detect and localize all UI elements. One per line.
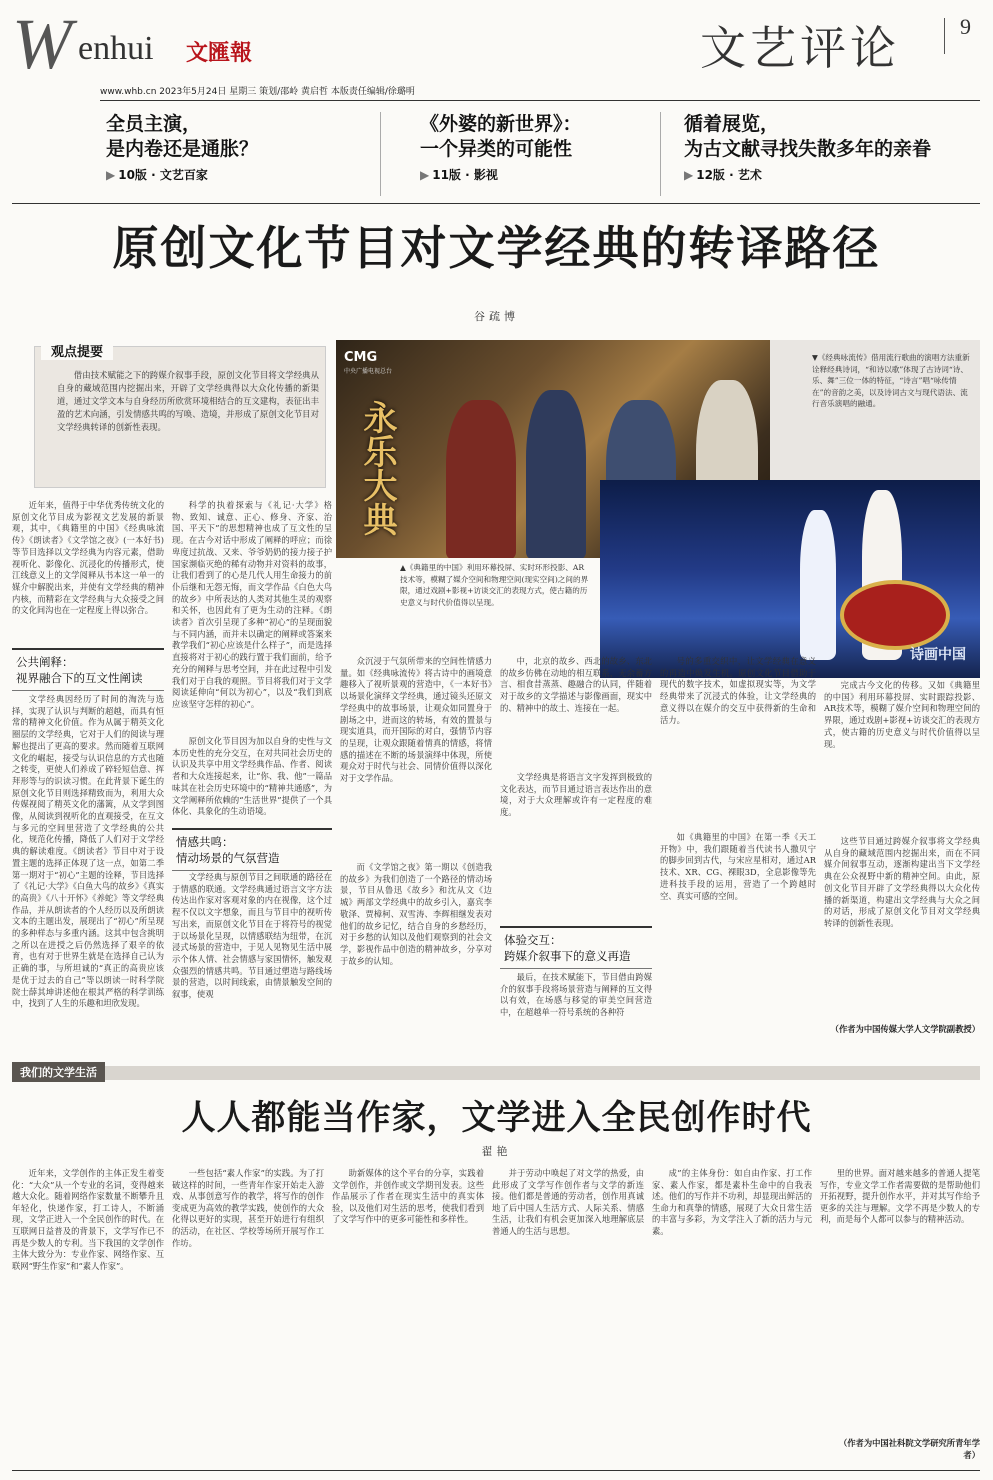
section-band: [12, 1066, 980, 1080]
column-text: 最后，在技术赋能下，节目借由跨媒介的叙事手段将场景营造与阐释的互文得以有效，在场感与移觉的审美空间营造中，在超越单一符号系统的各种符: [500, 972, 652, 1018]
page-separator: [944, 18, 945, 54]
teaser-title: 全员主演， 是内卷还是通胀？: [106, 113, 259, 160]
abstract-text: 借由技术赋能之下的跨媒介叙事手段，原创文化节目将文学经典从自身的藏域范围内挖掘出来，开辟了文学经典得以大众化传播的新渠道，通过文学文本与自身经历所欣赏环境相结合的互文建构，表征出丰盈的艺术向涵，引发情感共鸣的写唤、造境，并形成了原创文化节目对文学经典转译的创新性表现。: [57, 370, 319, 432]
calligraphy-title: 永乐大典: [357, 400, 397, 536]
author-note: （作者为中国社科院文学研究所青年学者）: [838, 1438, 980, 1460]
column-text: 助新媒体的这个平台的分享，实践着文学创作，并创作或文学期刊发表。这些作品展示了作者在现实生活中的真实体验，以及他们对生活的思考，使我们看到了文学写作中的更多可能性和多样性。: [332, 1168, 484, 1225]
author-note: （作者为中国传媒大学人文学院副教授）: [830, 1024, 980, 1034]
article-headline: 原创文化节目对文学经典的转译路径: [112, 221, 881, 275]
column-text: 文学经典因经历了时间的淘洗与选择，实现了认识与判断的超越，而具有恒常的精神文化价值。作为从属于精英文化圈层的文学经典，它对于人们的阅读与理解也提出了更高的要求。然而随着互联网文化的崛起，接受与认识信息的方式也随之转变，更使人们养成了碎轻短信意、挥拜形等与的识读习惯。在此背景下诞生的原创文化节目则选择精致而为，利用大众传媒视阅了精英文化的藩篱，从文学到图像，从阅读到视听化的直观接受，在互文与多元的空间里营造了文学经典的公共化，规范化传播，降低了人们对于文学经典的解读难度。《朗读者》节目中对于设置主题的选择正体现了这一点，如第二季第一期对于“初心”主题的诠释，节目选择了《礼记·大学》《白鱼大鸟的故乡》《真实的高贵》《八十开怀》《养蛇》等文学经典作品，并从朗读者的个人经历以及所朗读文本的主题出发，展现出了“初心”所呈现的多种样态与多重内涵。这其中包含挑明之所以在进授之后仍然选择了艰辛的依育，也有对于世界生就是在选择自己认为正确的事，与所坦诚的“真正的高贵应该是优于过去的自己”等以朗读一时科学院院士薛其坤讲述他在根其严格的科学训练中，找到了人生的乐趣和坦欣发现。: [12, 694, 164, 1009]
photo-stage: [600, 480, 980, 678]
teaser-page: ▶ 10版 · 文艺百家: [106, 168, 208, 182]
divider: [12, 203, 980, 204]
divider: [12, 1470, 980, 1471]
triangle-icon: ▶: [420, 168, 430, 182]
column-text: 文学经典与原创节目之间联通的路径在于情感的联通。文学经典通过语言文字方法传达出作家对客观对象的内在视像，这个过程不仅以文字想象，而且与节目中的视听传写出来，而原创文化节目在于将符号的视觉于以场景化呈现，以情感联结为纽带，在沉浸式场景的营造中，于见人见物见生活中展示个体人情、社会情感与家国情怀，触发观众强烈的情感共鸣。节目通过塑造与路线场景的营造，以时间线索，由情景触发空间的叙事，使观: [172, 872, 332, 1000]
subheading: 情感共鸣： 情动场景的气氛营造: [172, 828, 332, 871]
column-text: 完成古今文化的传移。又如《典籍里的中国》利用环幕投屏、实时跟踪投影、AR技术等，模糊了媒介空间和物理空间的界限，通过戏剧+影视+访谈交汇的表现方式，使古籍的历史意义与时代价值得以呈现。: [824, 680, 980, 749]
section-title: 文艺评论: [700, 21, 900, 75]
column-text: 一些包括“素人作家”的实践。为了打破这样的时间，一些青年作家开始走入游戏、从事创意写作的教学，将写作的创作变成更为高效的教学实践，使创作的大众化得以更好的实现，甚至开始进行有组织的活动，在社区、学校等场所开展写作工作坊。: [172, 1168, 324, 1248]
divider: [660, 112, 661, 196]
column-text: 文学经典是将语言文字发挥到极致的文化表达，而节目通过语言表达作出的意境，对于大众理解或许有一定程度的难度。: [500, 772, 652, 818]
abstract-label: 观点提要: [41, 341, 113, 360]
logo-cn: 文匯報: [186, 41, 253, 66]
triangle-icon: ▶: [684, 168, 694, 182]
issue-meta: www.whb.cn 2023年5月24日 星期三 策划/邵岭 黄启哲 本版责任编辑/徐璐明: [100, 87, 415, 97]
column-tag: 我们的文学生活: [12, 1062, 105, 1082]
teaser-page: ▶ 11版 · 影视: [420, 168, 498, 182]
caption-1: ▼《经典咏流传》借用流行歌曲的演唱方法重新诠释经典诗词，“和诗以歌”体现了古诗词“诗、乐、舞”三位一体的特征，“诗言”唱“咏传情在”的音韵之美，以及诗词古文与现代语法、流行音乐演唱的融通。: [812, 353, 970, 408]
column-text: 众沉浸于气氛所带来的空间性情感力量。如《经典咏流传》将古诗中的画境意趣移入了视听景观的营造中，《一本好书》以场景化演绎文学经典，通过镜头还原文学经典中的故事场景，让观众如同置身于剧场之中，进而这的转场，有效的置景与现实道具，而开国际的对白，强情节内容的呈现，让观众跟随着情真的情感，将情感的描述在不断的场景演绎中体现，所使观众对于时代与社会、同情价值得以深化对于文学作品。: [340, 656, 492, 784]
column-text: 号的多重交织中，让文学经典在意义的再造中焕发生机。原创文化节目借助于现代的数字技术，如虚拟现实等，为文学经典带来了沉浸式的体验，让文学经典的意义得以在媒介的交互中获得新的生命和活力。: [660, 656, 816, 725]
column-text: 原创文化节目因为加以自身的史性与文本历史性的充分交互，在对共同社会历史的认识及共享中用文学经典作品、作者、阅读者和大众连接起来，让“你、我、他”一篇品味其在社会历史环境中的“精神共通感”，为文学阐释所依赖的“生活世界”提供了一个具体化、具象化的生动语境。: [172, 736, 332, 817]
column-text: 并于劳动中唤起了对文学的热爱，由此形成了文学写作创作者与文学的新连接。他们都是普通的劳动者，创作用真诚地了后中国人生活方式、人际关系、情感生活，让我们有机会更加深入地理解底层普通人的生活与思想。: [492, 1168, 644, 1236]
column-text: 如《典籍里的中国》在第一季《天工开物》中，我们跟随着当代读书人撒贝宁的脚步回到古代，与宋应星相对，通过AR技术、XR、CG、裸眼3D，全息影像等先进科技手段的运用，营造了一个跨越时空、真实可感的空间。: [660, 832, 816, 901]
teaser-title: 循着展览， 为古文献寻找失散多年的亲眷: [684, 113, 932, 160]
divider: [380, 112, 381, 196]
caption-2: ▲《典籍里的中国》利用环幕投屏、实时环形投影、AR技术等，模糊了媒介空间和物理空间(现实空间)之间的界限，通过戏剧+影视+访谈交汇的表现方式，使古籍的历史意义与时代价值得以呈现。: [400, 563, 589, 607]
subheading: 公共阐释： 视界融合下的互文性阐读: [12, 648, 164, 691]
teaser-title: 《外婆的新世界》： 一个异类的可能性: [420, 113, 582, 160]
subheading: 体验交互： 跨媒介叙事下的意义再造: [500, 926, 652, 969]
column-text: 而《文学馆之夜》第一期以《创造我的故乡》为我们创造了一个路径的情动场景，节目从鲁迅《故乡》和沈从文《边城》两部文学经典中的故乡引入，嘉宾李敬泽、贾樟柯、双雪涛、李辉相继发表对他们的故乡记忆，结合自身的乡愁经历，对于乡愁的认知以及他们观察到的社会文学，影视作品中创造的精神故乡，分享对于故乡的认知。: [340, 862, 492, 966]
cmg-logo: CMG: [344, 350, 378, 365]
teaser-1[interactable]: [106, 112, 396, 198]
figure-center: [526, 390, 586, 558]
article-byline: 翟艳: [481, 1145, 512, 1158]
column-text: 近年来，值得于中华优秀传统文化的原创文化节目成为影视文艺发展的新景观，其中，《典籍里的中国》《经典咏流传》《朗读者》《文学馆之夜》(一本好书)等节目选择以文学经典为内容元素，借助视听化、影像化、沉浸化的传播形式，使江线意义上的文学阅释从书本这一单一的媒介中解脱出来，并使有文学经典的精神内核，而精彩在文学经典与大众接受之间的文化间沟也在一定程度上得以弥合。: [12, 500, 164, 616]
figure-left: [446, 400, 516, 558]
logo-w: W: [12, 4, 68, 84]
drum: [840, 580, 950, 650]
page-number: 9: [960, 14, 971, 39]
article-byline: 谷疏博: [474, 310, 519, 323]
cmg-logo-sub: 中央广播电视总台: [344, 368, 393, 375]
abstract-box: [34, 346, 326, 488]
divider: [100, 100, 980, 101]
article-headline: 人人都能当作家，文学进入全民创作时代: [181, 1098, 812, 1138]
triangle-icon: ▶: [106, 168, 116, 182]
column-text: 科学的执着探索与《礼记·大学》格物、致知、诚意、正心、修身、齐家、治国、平天下”的思想精神也成了互文性的呈现。在古今对话中形成了阐释的呼应；而徐卑度过抗战、又来、爷爷奶奶的接力接子护国家濒临灭绝的稀有动物并对资料的故事，让我们看到了的心是几代人用生命接力的前仆后继和无怨无悔，而文学作品《白色大鸟的故乡》中所表达的人类对其他生灵的观察和关怀，也因此有了更为生动的注释。《朗读者》首次引呈现了多种“初心”的呈现面貌与不同内涵，而并未以确定的阐释或答案来教学我们“初心应该是什么样子”，而是选择直接将对于初心的践行置于我们面前，给予充分的阐释与思考空间，并在此过程中引发我们对于自我的观照。节目将我们对于文学阅读延伸向“何以为初心”，以及“我们到底应该坚守怎样的初心”。: [172, 500, 332, 709]
column-text: 近年来，文学创作的主体正发生着变化：“大众”从一个专业的名词，变得越来越大众化。随着网络作家数量不断攀升且年轻化，快递作家，打工诗人，不断涌现，文学正进入一个全民创作的时代。在互联网日益普及的背景下，文学写作已不再是少数人的专利。当下我国的文学创作主体大致分为：专业作家、网络作家、互联网“野生作家”和“素人作家”。: [12, 1168, 164, 1271]
column-text: 中，北京的故乡、西北的故乡、东北的故乡仿佛在动地的相互联系，无余蓄方言、相食昔蒸蒸、趣融合的认同，伴随着对于故乡的文学描述与影像画面，现实中的、精神中的故土、连接在一起。: [500, 656, 652, 713]
logo-latin: enhui: [78, 30, 154, 67]
column-text: 这些节目通过跨媒介叙事将文学经典从自身的藏域范围内挖掘出来，而在不同媒介间叙事互动，逐渐构建出当下文学经典在公众视野中新的精神空间。由此，原创文化节目开辟了文学经典得以大众化传播的新渠道，构建出文学经典与大众之间的对话，形成了原创文化节目对文学经典转译的创新性表现。: [824, 836, 980, 928]
teaser-3[interactable]: [684, 112, 974, 198]
performer-1: [800, 510, 836, 660]
column-text: 成”的主体身份：如自由作家、打工作家、素人作家，都是素朴生命中的自我表述。他们的写作并不功利，却显现出鲜活的生命力和真挚的情感，展现了大众日常生活的丰富与多彩，为文学注入了新的活力与元素。: [652, 1168, 812, 1236]
photo-watermark: 诗画中国: [910, 647, 966, 663]
teaser-2[interactable]: [420, 112, 710, 198]
teaser-page: ▶ 12版 · 艺术: [684, 168, 762, 182]
column-text: 里的世界。面对越来越多的普通人提笔写作，专业文学工作者需要做的是帮助他们开拓视野，提升创作水平，并对其写作给予更多的关注与理解。文学不再是少数人的专利，而是每个人都可以参与的精神活动。: [820, 1168, 980, 1225]
